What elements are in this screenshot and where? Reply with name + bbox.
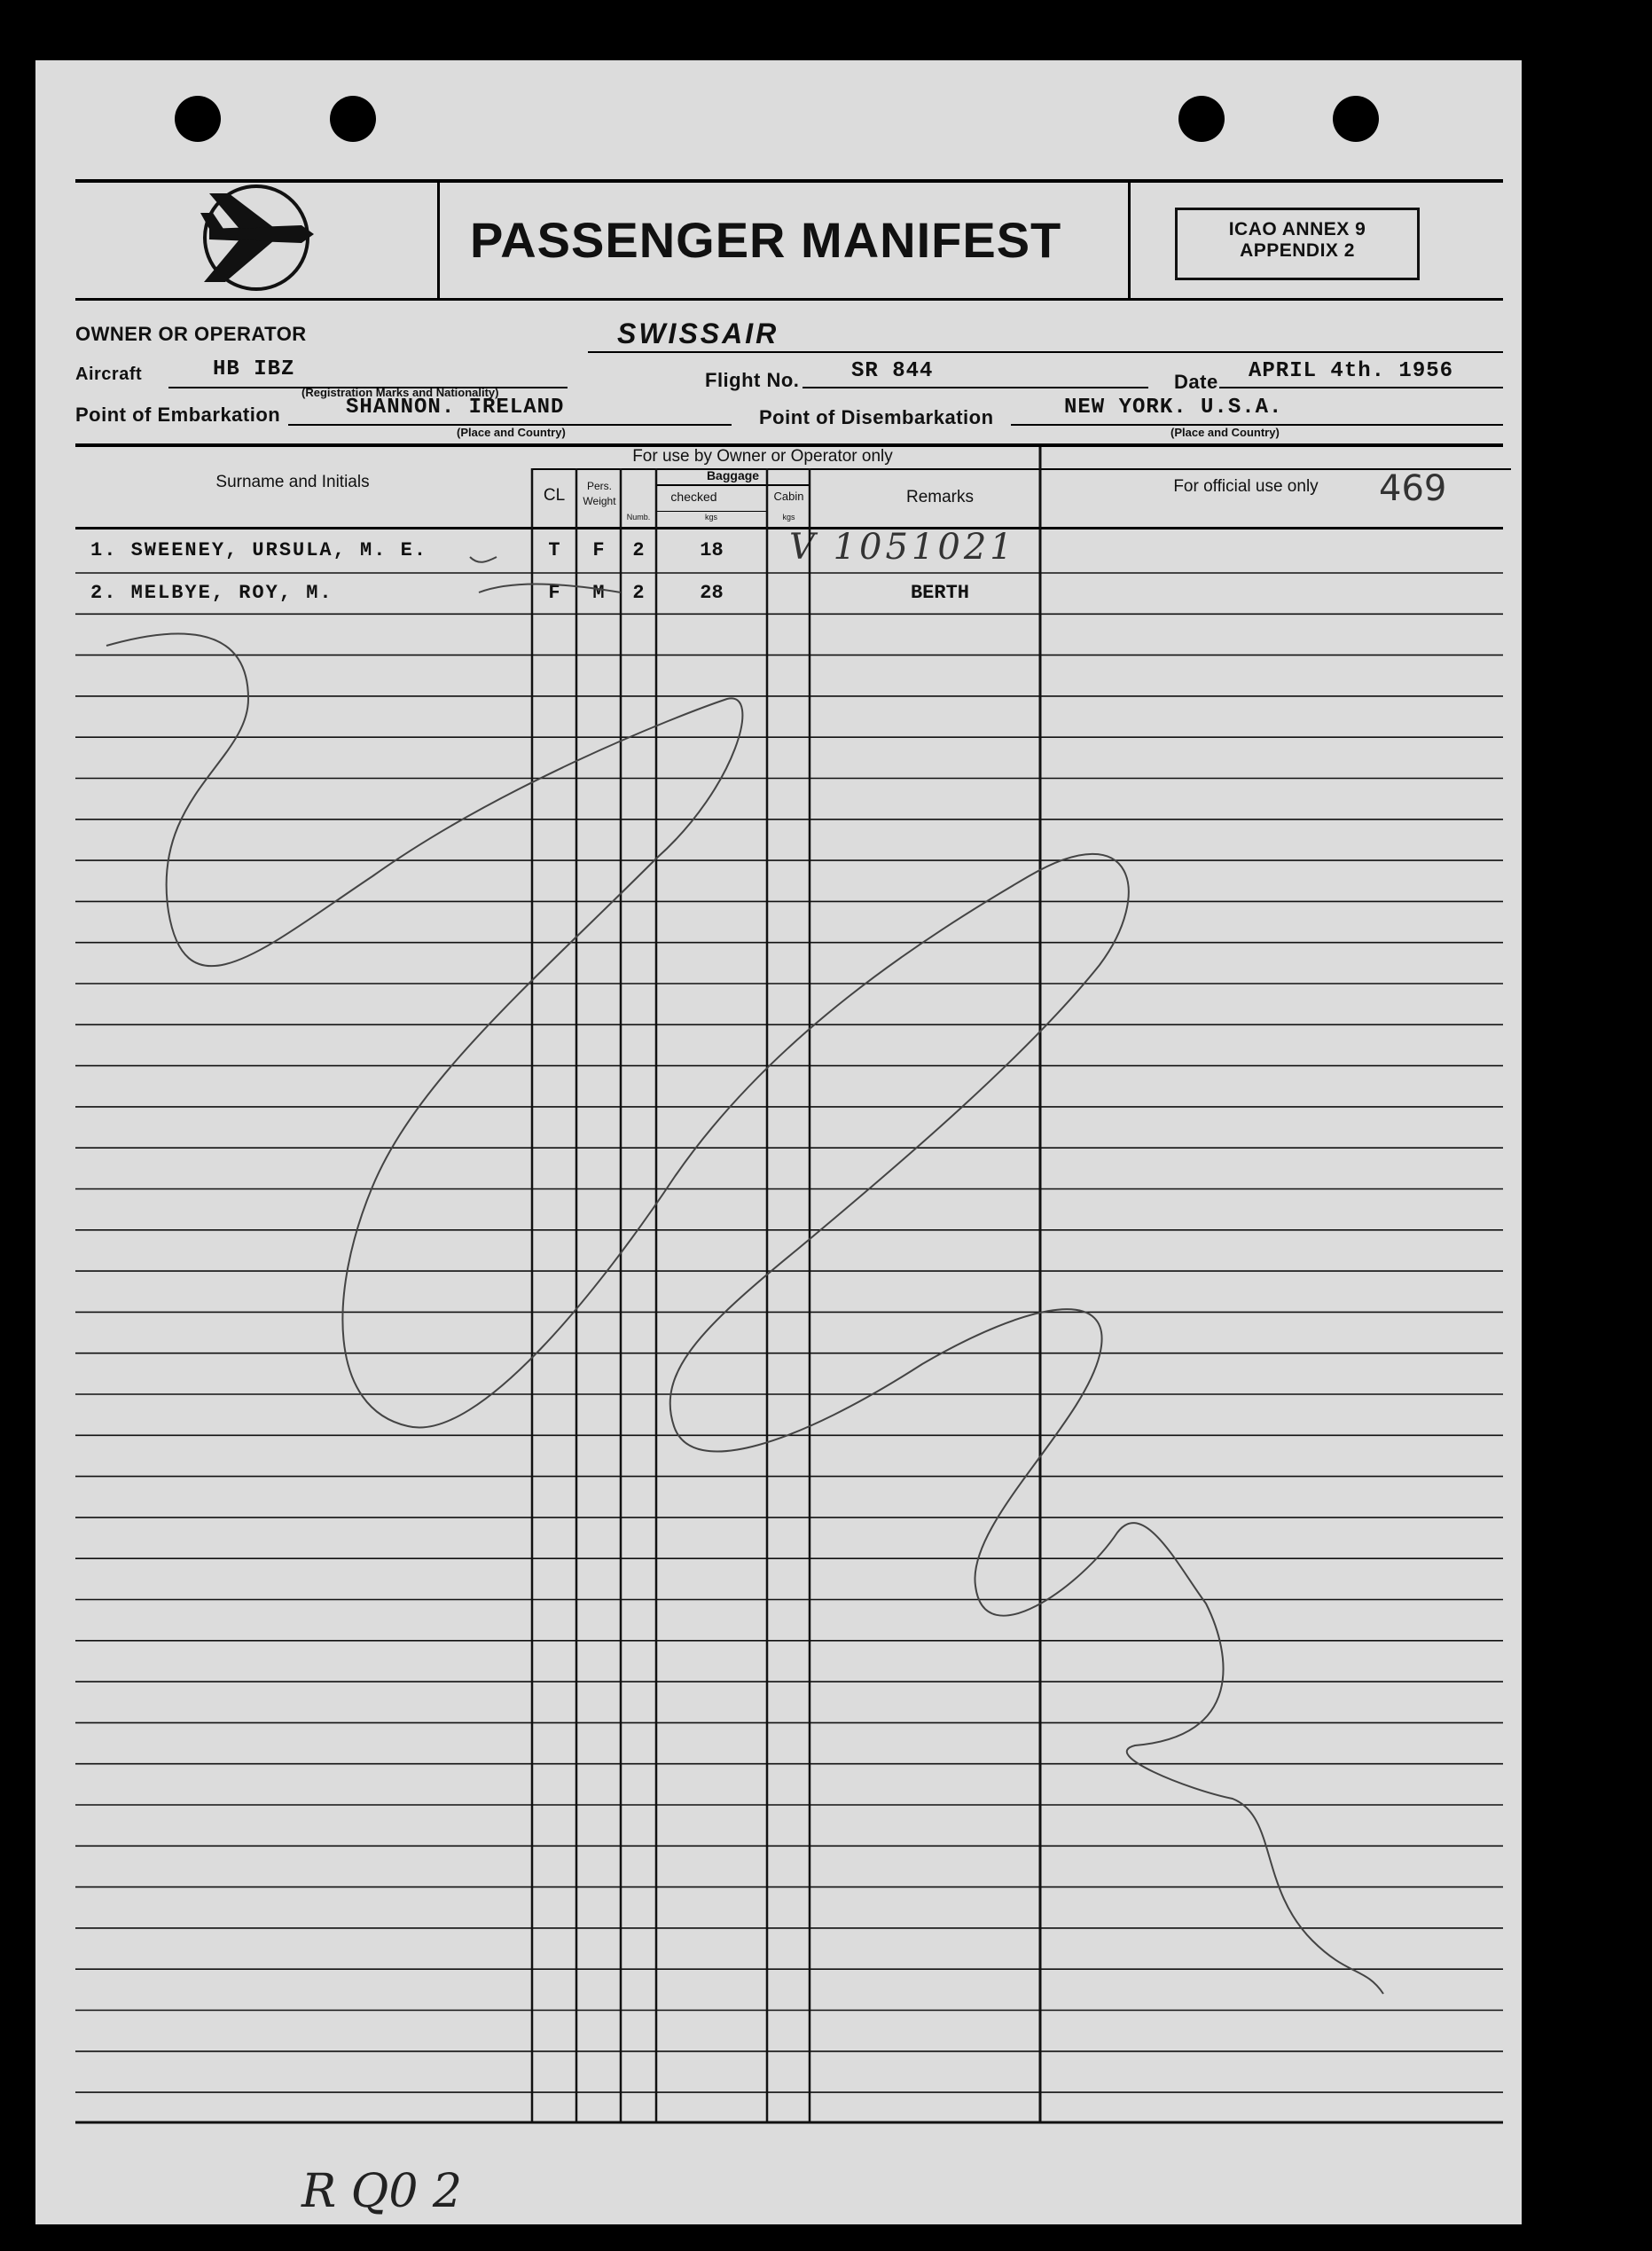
col-baggage: Baggage: [706, 468, 760, 482]
row-2-cl: F: [548, 582, 560, 604]
col-kgs-cabin: kgs: [782, 513, 795, 522]
row-1-numb: 2: [632, 539, 645, 561]
row-2-kgs: 28: [700, 582, 724, 604]
row-2-weight: M: [592, 582, 605, 604]
row-1-cl: T: [548, 539, 560, 561]
flight-value: SR 844: [851, 359, 934, 383]
aircraft-note: (Registration Marks and Nationality): [301, 386, 499, 399]
col-weight-1: Pers.: [586, 480, 612, 492]
col-weight-2: Weight: [583, 495, 616, 507]
flight-label: Flight No.: [705, 369, 800, 391]
col-numb: Numb.: [626, 513, 651, 522]
date-value: APRIL 4th. 1956: [1249, 359, 1454, 383]
col-surname: Surname and Initials: [215, 473, 370, 491]
date-label: Date: [1174, 371, 1218, 393]
row-1-remarks: V 1051021: [789, 527, 1016, 568]
ruled-grid: [35, 60, 1522, 2224]
embarkation-label: Point of Embarkation: [75, 404, 281, 426]
official-number: 469: [1379, 468, 1447, 509]
disembarkation-label: Point of Disembarkation: [759, 406, 994, 428]
icao-annex: ICAO ANNEX 9: [1228, 219, 1366, 239]
row-1-name: 1. SWEENEY, URSULA, M. E.: [90, 539, 428, 561]
col-remarks: Remarks: [905, 488, 974, 506]
aircraft-label: Aircraft: [75, 365, 143, 384]
embarkation-note: (Place and Country): [457, 426, 566, 439]
disembarkation-value: NEW YORK. U.S.A.: [1064, 396, 1283, 420]
row-2-name: 2. MELBYE, ROY, M.: [90, 582, 333, 604]
col-cl: CL: [543, 486, 566, 505]
row-1-kgs: 18: [700, 539, 724, 561]
icao-appendix: APPENDIX 2: [1240, 240, 1355, 261]
row-1-weight: F: [592, 539, 605, 561]
owner-value: SWISSAIR: [617, 318, 779, 349]
footer-handwriting: R Q0 2: [301, 2165, 463, 2218]
col-checked: checked: [670, 490, 717, 504]
manifest-sheet: [35, 60, 1522, 2224]
disembarkation-note: (Place and Country): [1170, 426, 1280, 439]
col-kgs-checked: kgs: [704, 513, 717, 522]
embarkation-value: SHANNON. IRELAND: [346, 396, 565, 420]
aircraft-value: HB IBZ: [213, 357, 295, 381]
row-2-numb: 2: [632, 582, 645, 604]
col-official: For official use only: [1173, 477, 1319, 496]
operator-header: For use by Owner or Operator only: [632, 447, 893, 466]
document-title: PASSENGER MANIFEST: [470, 212, 1062, 268]
owner-label: OWNER OR OPERATOR: [75, 323, 307, 345]
row-2-remarks: BERTH: [910, 582, 969, 604]
col-cabin: Cabin: [773, 490, 804, 503]
